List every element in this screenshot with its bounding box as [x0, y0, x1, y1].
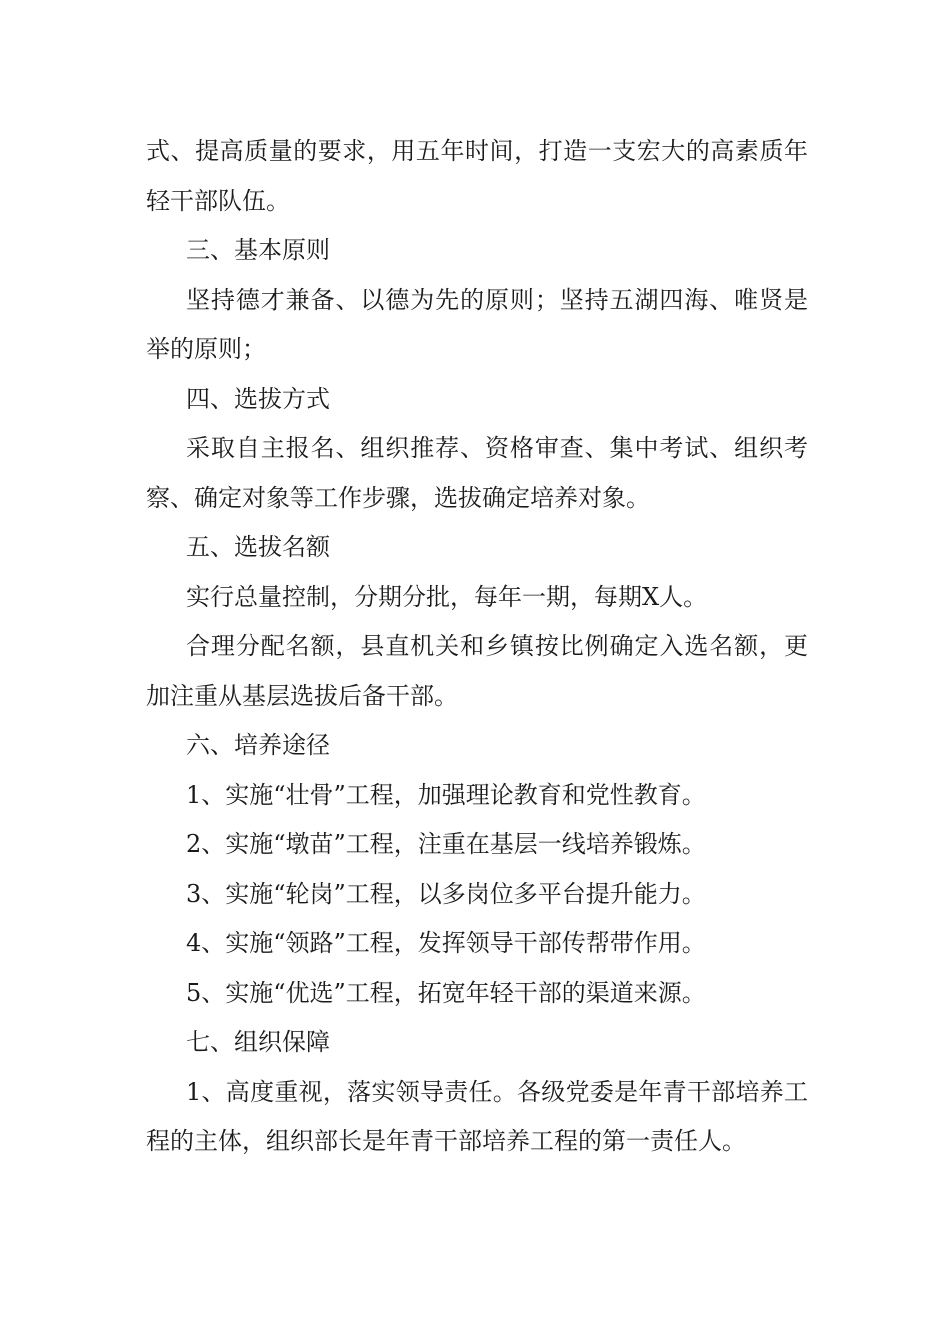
list-item-guarantee-1: 1、高度重视，落实领导责任。各级党委是年青干部培养工程的主体，组织部长是年青干部培养工程的第一责任人。	[146, 1077, 808, 1155]
section-heading-organizational-guarantee: 七、组织保障	[186, 1028, 330, 1056]
paragraph-selection-method: 采取自主报名、组织推荐、资格审查、集中考试、组织考察、确定对象等工作步骤，选拔确定培养对象。	[146, 434, 808, 512]
paragraph-principles: 坚持德才兼备、以德为先的原则；坚持五湖四海、唯贤是举的原则；	[146, 285, 808, 363]
section-heading-selection-quota: 五、选拔名额	[186, 533, 330, 561]
paragraph-intro-continuation: 式、提高质量的要求，用五年时间，打造一支宏大的高素质年轻干部队伍。	[146, 137, 808, 215]
list-item-training-5: 5、实施“优选”工程，拓宽年轻干部的渠道来源。	[186, 978, 706, 1007]
paragraph-quota-allocation: 合理分配名额，县直机关和乡镇按比例确定入选名额，更加注重从基层选拔后备干部。	[146, 632, 808, 710]
section-heading-training-paths: 六、培养途径	[186, 731, 330, 759]
list-item-training-1: 1、实施“壮骨”工程，加强理论教育和党性教育。	[186, 780, 706, 809]
section-heading-selection-method: 四、选拔方式	[186, 384, 330, 413]
list-item-training-3: 3、实施“轮岗”工程，以多岗位多平台提升能力。	[186, 879, 706, 908]
section-heading-basic-principles: 三、基本原则	[186, 236, 330, 264]
document-body	[146, 127, 808, 1167]
paragraph-quota-control: 实行总量控制，分期分批，每年一期，每期X人。	[186, 582, 708, 611]
list-item-training-4: 4、实施“领路”工程，发挥领导干部传帮带作用。	[186, 929, 706, 957]
list-item-training-2: 2、实施“墩苗”工程，注重在基层一线培养锻炼。	[186, 830, 706, 858]
